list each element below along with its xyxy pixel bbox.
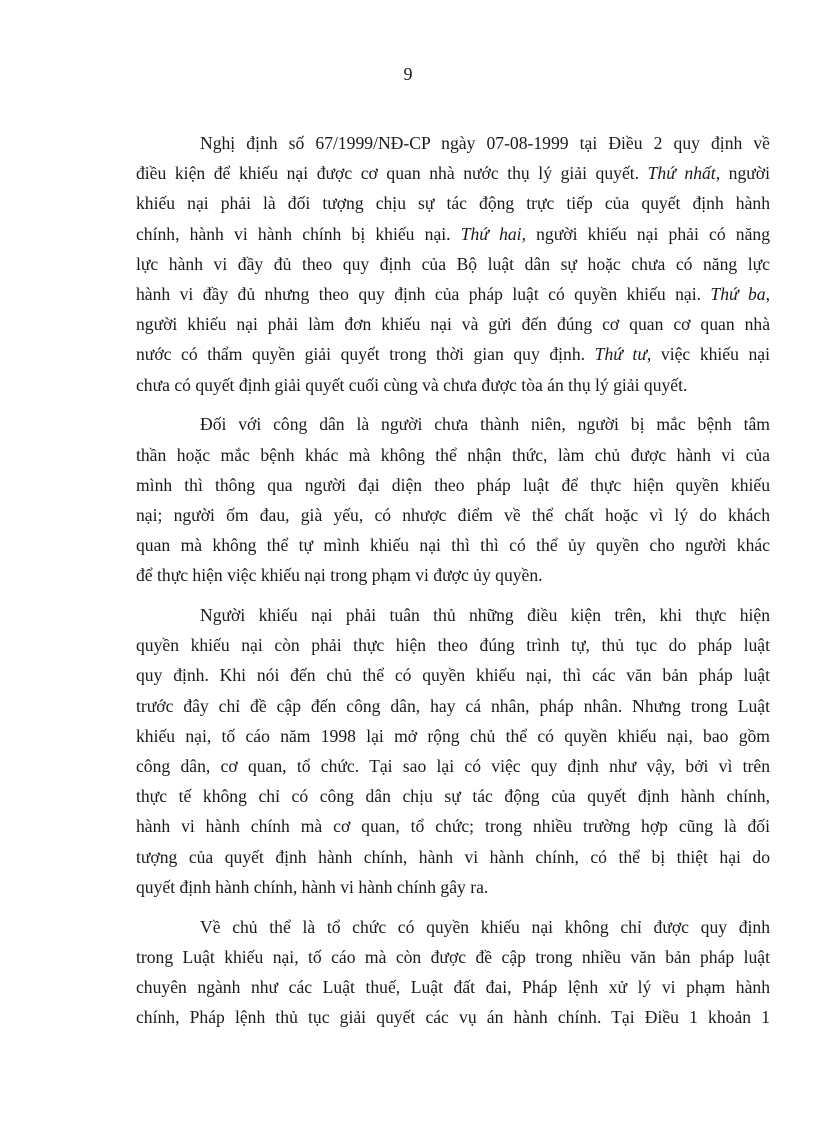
body-text	[136, 128, 770, 1042]
text-line: chính, Pháp lệnh thủ tục giải quyết các vụ án hành chính. Tại Điều 1 khoản 1	[136, 1007, 770, 1028]
text-line: quan mà không thể tự mình khiếu nại thì thì có thể ủy quyền cho người khác	[136, 535, 770, 556]
text-line: chính, hành vi hành chính bị khiếu nại. Thứ hai, người khiếu nại phải có năng	[136, 223, 771, 244]
emphasis-text: Thứ tư	[594, 344, 647, 365]
text-line: hành vi đầy đủ nhưng theo quy định của pháp luật có quyền khiếu nại. Thứ ba,	[136, 284, 771, 305]
emphasis-text: Thứ ba	[710, 284, 766, 305]
text-line: chuyên ngành như các Luật thuế, Luật đất đai, Pháp lệnh xử lý vi phạm hành	[136, 976, 770, 997]
text-line: nại; người ốm đau, già yếu, có nhược điểm về thể chất hoặc vì lý do khách	[136, 504, 770, 525]
text-line: để thực hiện việc khiếu nại trong phạm vi được ủy quyền.	[136, 565, 543, 586]
text-line: quyền khiếu nại còn phải thực hiện theo đúng trình tự, thủ tục do pháp luật	[136, 635, 770, 656]
text-line: trước đây chỉ đề cập đến công dân, hay cá nhân, pháp nhân. Nhưng trong Luật	[136, 695, 770, 716]
text-line: thần hoặc mắc bệnh khác mà không thể nhận thức, làm chủ được hành vi của	[136, 444, 770, 465]
text-line: nước có thẩm quyền giải quyết trong thời gian quy định. Thứ tư, việc khiếu nại	[136, 344, 771, 365]
text-line: Đối với công dân là người chưa thành niên, người bị mắc bệnh tâm	[200, 414, 770, 435]
paragraph-subjects	[136, 600, 770, 902]
text-line: tượng của quyết định hành chính, hành vi hành chính, có thể bị thiệt hại do	[136, 846, 770, 867]
text-line: hành vi hành chính mà cơ quan, tổ chức; trong nhiều trường hợp cũng là đối	[136, 816, 770, 837]
text-line: Về chủ thể là tổ chức có quyền khiếu nại không chỉ được quy định	[200, 916, 770, 937]
emphasis-text: Thứ hai	[460, 223, 522, 244]
emphasis-text: Thứ nhất	[647, 163, 716, 184]
text-line: thực tế không chỉ có công dân chịu sự tác động của quyết định hành chính,	[136, 786, 770, 807]
text-line: công dân, cơ quan, tổ chức. Tại sao lại có việc quy định như vậy, bởi vì trên	[136, 756, 770, 777]
paragraph-conditions	[136, 128, 770, 400]
text-line: mình thì thông qua người đại diện theo pháp luật để thực hiện quyền khiếu	[136, 474, 770, 495]
page-number: 9	[403, 64, 413, 84]
text-line: quyết định hành chính, hành vi hành chính gây ra.	[136, 876, 489, 897]
text-line: khiếu nại, tố cáo năm 1998 lại mở rộng chủ thể có quyền khiếu nại, bao gồm	[136, 725, 770, 746]
text-line: Người khiếu nại phải tuân thủ những điều kiện trên, khi thực hiện	[200, 605, 770, 626]
text-line: Nghị định số 67/1999/NĐ-CP ngày 07-08-1999 tại Điều 2 quy định về	[200, 133, 770, 153]
text-line: chưa có quyết định giải quyết cuối cùng và chưa được tòa án thụ lý giải quyết.	[136, 374, 688, 395]
text-line: khiếu nại phải là đối tượng chịu sự tác động trực tiếp của quyết định hành	[136, 193, 770, 214]
text-line: lực hành vi đầy đủ theo quy định của Bộ luật dân sự hoặc chưa có năng lực	[136, 253, 770, 274]
text-line: người khiếu nại phải làm đơn khiếu nại và gửi đến đúng cơ quan cơ quan nhà	[136, 314, 770, 335]
text-line: điều kiện để khiếu nại được cơ quan nhà nước thụ lý giải quyết. Thứ nhất, người	[136, 163, 770, 184]
text-line: quy định. Khi nói đến chủ thể có quyền khiếu nại, thì các văn bản pháp luật	[136, 665, 770, 686]
text-line: trong Luật khiếu nại, tố cáo mà còn được đề cập trong nhiều văn bản pháp luật	[136, 946, 770, 967]
paragraph-representation	[136, 409, 770, 590]
paragraph-organizations	[136, 912, 770, 1033]
